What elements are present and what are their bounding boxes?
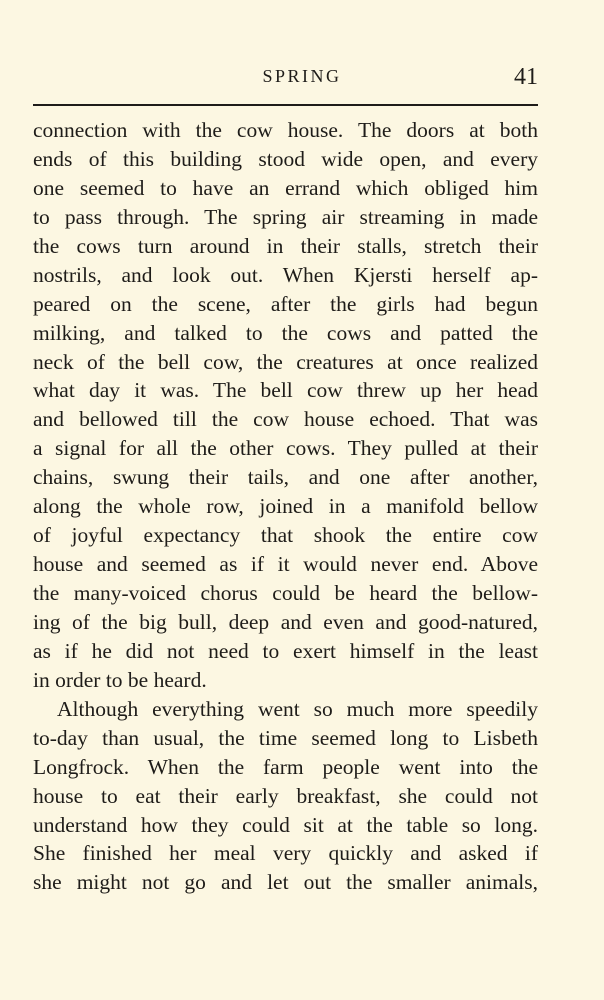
text-line: in order to be heard.: [33, 667, 207, 692]
text-line: nostrils, and look out. When Kjersti herself ap-: [33, 262, 538, 287]
header-rule: [33, 104, 538, 106]
page-number: 41: [514, 64, 538, 90]
text-line: Longfrock. When the farm people went into the: [33, 754, 538, 779]
text-line: one seemed to have an errand which obliged him: [33, 175, 538, 200]
text-line: ing of the big bull, deep and even and good-natured,: [33, 609, 538, 634]
running-title: SPRING: [262, 66, 342, 86]
text-line: she might not go and let out the smaller animals,: [33, 870, 538, 895]
text-line: the many-voiced chorus could be heard the bellow-: [33, 581, 538, 605]
text-line: the cows turn around in their stalls, stretch their: [33, 233, 538, 258]
text-line: to-day than usual, the time seemed long to Lisbeth: [33, 725, 538, 750]
text-line: Although everything went so much more speedily: [57, 696, 538, 721]
text-line: as if he did not need to exert himself in the least: [33, 638, 538, 663]
text-line: neck of the bell cow, the creatures at once realized: [33, 349, 538, 374]
text-line: along the whole row, joined in a manifold bellow: [33, 494, 538, 519]
text-line: of joyful expectancy that shook the entire cow: [33, 523, 538, 548]
text-line: to pass through. The spring air streaming in made: [33, 204, 538, 229]
text-line: understand how they could sit at the table so long.: [33, 812, 538, 837]
text-line: peared on the scene, after the girls had begun: [33, 291, 538, 316]
text-line: connection with the cow house. The doors at both: [33, 118, 538, 142]
text-line: She finished her meal very quickly and asked if: [33, 841, 538, 866]
text-line: ends of this building stood wide open, and every: [33, 146, 538, 171]
text-line: house and seemed as if it would never end. Above: [33, 552, 538, 577]
text-line: what day it was. The bell cow threw up her head: [33, 378, 538, 403]
body-text: [33, 116, 538, 897]
text-line: and bellowed till the cow house echoed. That was: [33, 407, 538, 432]
text-line: house to eat their early breakfast, she could not: [33, 783, 538, 808]
text-line: a signal for all the other cows. They pulled at their: [33, 436, 538, 461]
text-line: chains, swung their tails, and one after another,: [33, 465, 538, 490]
running-head: [0, 60, 604, 100]
text-line: milking, and talked to the cows and patted the: [33, 320, 538, 345]
